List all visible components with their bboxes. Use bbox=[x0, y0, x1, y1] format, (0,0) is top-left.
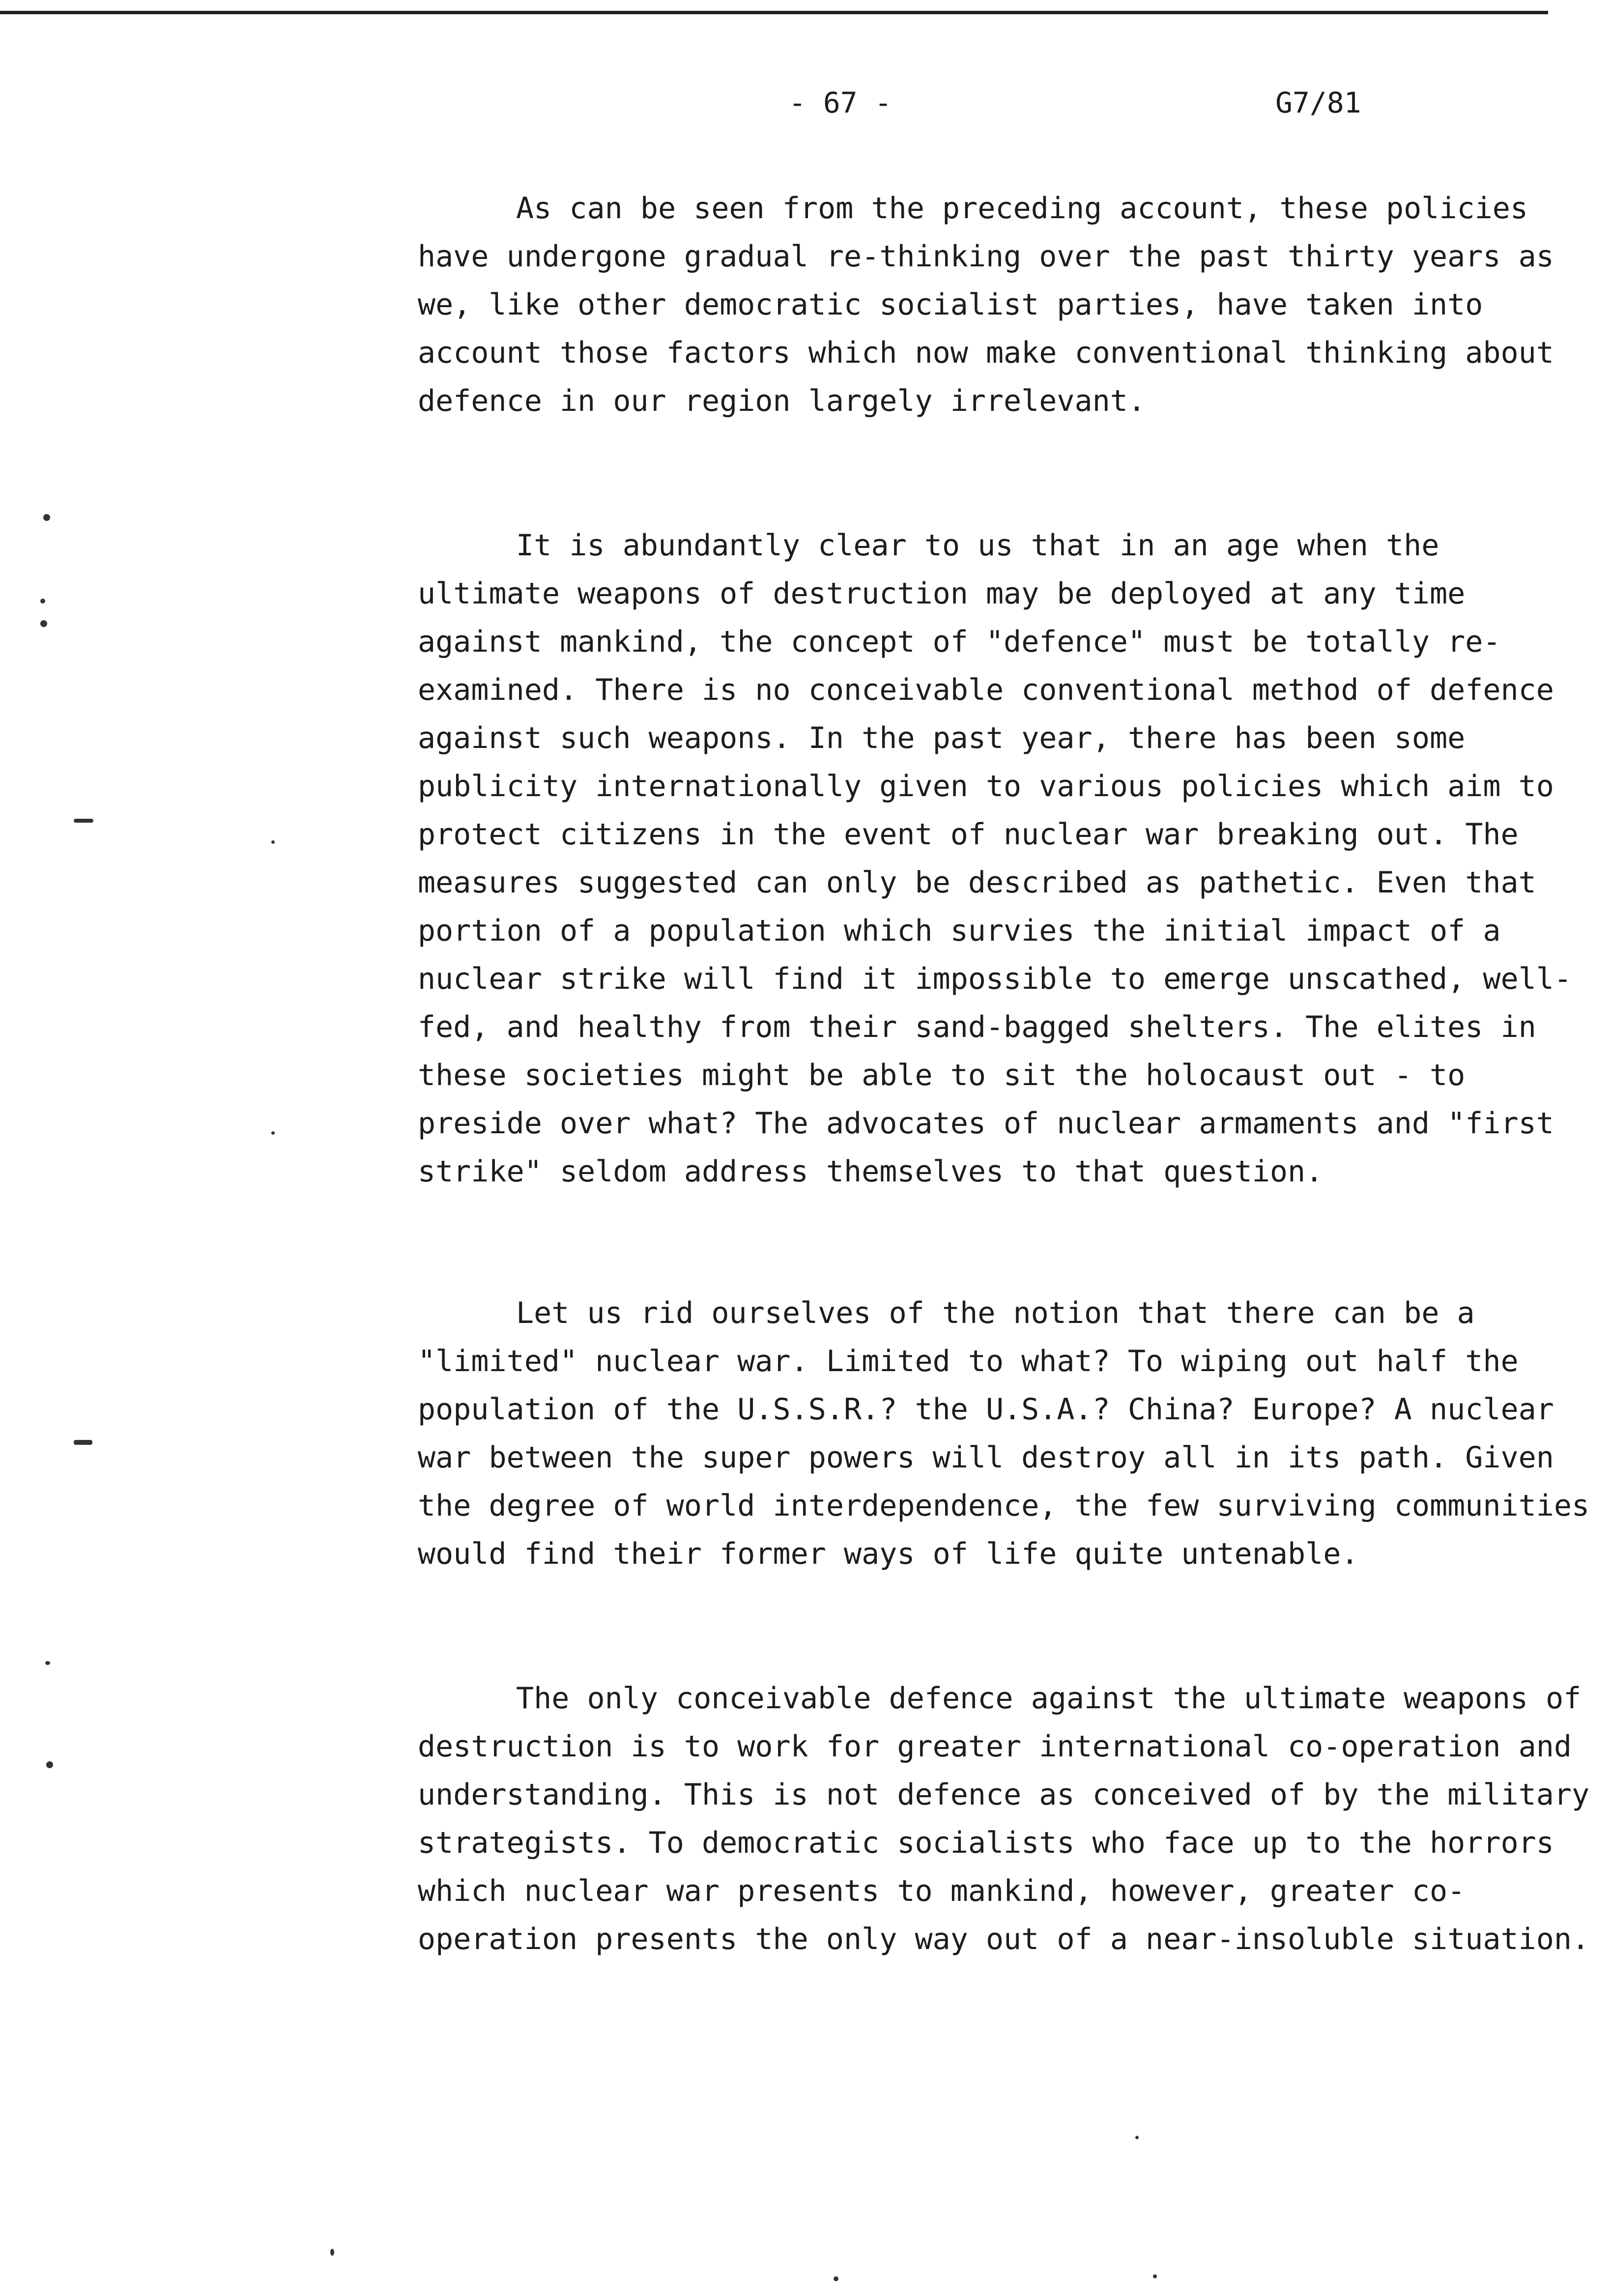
paragraph: Let us rid ourselves of the notion that there can be a "limited" nuclear war. Limited to what? To wiping out half the population of the U.S.S.R.? the U.S.A.? China? Europe? A nuclear war between the super powers will destroy all in its path. Given the degree of world interdependence, the few surviving communities would find their former ways of life quite untenable. bbox=[418, 1296, 1590, 1571]
scan-speck bbox=[43, 514, 50, 521]
top-rule bbox=[0, 11, 1548, 14]
document-reference: G7/81 bbox=[1275, 86, 1361, 119]
scan-speck bbox=[40, 599, 45, 603]
page-header bbox=[0, 86, 1612, 125]
scan-speck bbox=[271, 840, 275, 844]
paragraph: As can be seen from the preceding account, these policies have undergone gradual re-thinking over the past thirty years as we, like other democratic socialist parties, have taken into account those factors which now make conventional thinking about defence in our region largely irrelevant. bbox=[418, 191, 1554, 418]
paragraph: It is abundantly clear to us that in an age when the ultimate weapons of destruction may be deployed at any time against mankind, the concept of "defence" must be totally re-examined. There is no conceivable conventional method of defence against such weapons. In the past year, there has been some publicity internationally given to various policies which aim to protect citizens in the event of nuclear war breaking out. The measures suggested can only be described as pathetic. Even that portion of a population which survies the initial impact of a nuclear strike will find it impossible to emerge unscathed, well-fed, and healthy from their sand-bagged shelters. The elites in these societies might be able to sit the holocaust out - to preside over what? The advocates of nuclear armaments and "first strike" seldom address themselves to that question. bbox=[418, 528, 1572, 1189]
paragraph: The only conceivable defence against the ultimate weapons of destruction is to work for greater international co-operation and understanding. This is not defence as conceived of by the military strategists. To democratic socialists who face up to the horrors which nuclear war presents to mankind, however, greater co-operation presents the only way out of a near-insoluble situation. bbox=[418, 1681, 1590, 1956]
scan-speck bbox=[834, 2276, 838, 2281]
scan-speck bbox=[330, 2249, 334, 2256]
scan-speck bbox=[1153, 2274, 1157, 2278]
page-number: - 67 - bbox=[789, 86, 892, 119]
body-text bbox=[418, 184, 1592, 2060]
scan-speck bbox=[74, 1440, 92, 1445]
scan-speck bbox=[45, 1661, 50, 1665]
scan-speck bbox=[40, 620, 47, 627]
scan-speck bbox=[271, 1131, 275, 1135]
scan-speck bbox=[74, 819, 93, 823]
scan-speck bbox=[1135, 2136, 1139, 2139]
scan-speck bbox=[46, 1761, 53, 1768]
